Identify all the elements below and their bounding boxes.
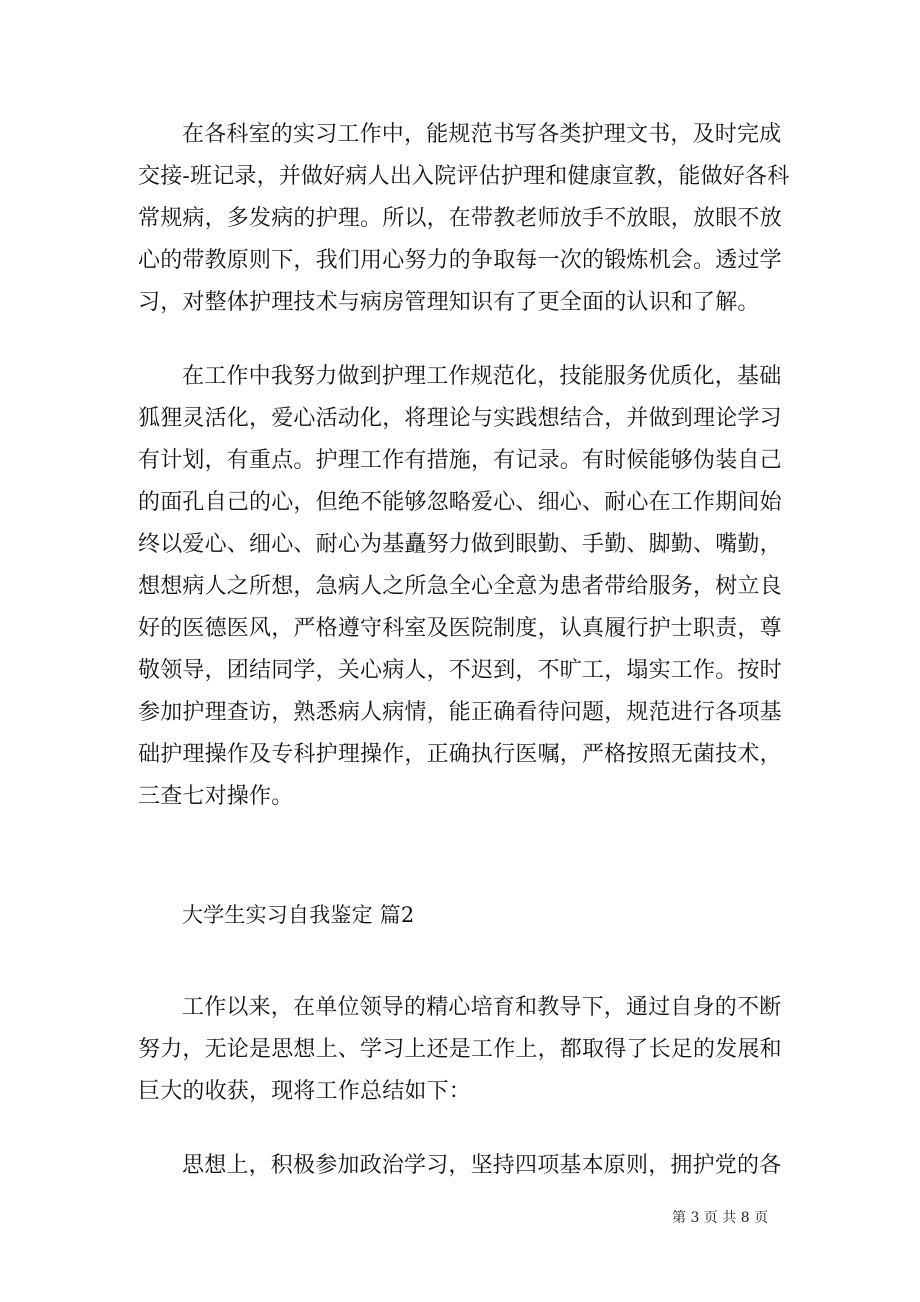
text-line: 巨大的收获，现将工作总结如下： (138, 1079, 472, 1104)
text-line: 心的带教原则下，我们用心努力的争取每一次的锻炼机会。透过学 (138, 248, 782, 273)
text-line: 参加护理查访，熟悉病人病情，能正确看待问题，规范进行各项基 (138, 700, 782, 725)
text-line: 交接-班记录，并做好病人出入院评估护理和健康宣教，能做好各科 (138, 164, 790, 189)
paragraph-2 (138, 356, 780, 818)
text-line: 终以爱心、细心、耐心为基矗努力做到眼勤、手勤、脚勤、嘴勤， (138, 532, 782, 557)
text-line: 三查七对操作。 (138, 784, 294, 809)
text-line: 想想病人之所想，急病人之所急全心全意为患者带给服务，树立良 (138, 574, 782, 599)
text-line: 敬领导，团结同学，关心病人，不迟到，不旷工，塌实工作。按时 (138, 658, 782, 683)
paragraph-3 (138, 987, 780, 1113)
text-line: 在各科室的实习工作中，能规范书写各类护理文书，及时完成 (182, 122, 782, 147)
text-line: 好的医德医风，严格遵守科室及医院制度，认真履行护士职责，尊 (138, 616, 782, 641)
text-line: 有计划，有重点。护理工作有措施，有记录。有时候能够伪装自己 (138, 448, 782, 473)
text-line: 思想上，积极参加政治学习，坚持四项基本原则，拥护党的各 (182, 1153, 782, 1178)
text-line: 础护理操作及专科护理操作，正确执行医嘱，严格按照无菌技术， (138, 742, 782, 767)
text-line: 的面孔自己的心，但绝不能够忽略爱心、细心、耐心在工作期间始 (138, 490, 782, 515)
page-footer (672, 1208, 792, 1228)
text-line: 狐狸灵活化，爱心活动化，将理论与实践想结合，并做到理论学习 (138, 406, 782, 431)
heading-text: 大学生实习自我鉴定 篇2 (182, 903, 415, 927)
text-line: 努力，无论是思想上、学习上还是工作上，都取得了长足的发展和 (138, 1037, 782, 1062)
section-heading (138, 894, 780, 936)
paragraph-4 (138, 1145, 780, 1187)
text-line: 常规病，多发病的护理。所以，在带教老师放手不放眼，放眼不放 (138, 206, 782, 231)
page-number: 第 3 页 共 8 页 (672, 1210, 769, 1226)
text-line: 在工作中我努力做到护理工作规范化，技能服务优质化，基础 (182, 364, 782, 389)
paragraph-1 (138, 114, 790, 324)
text-line: 习，对整体护理技术与病房管理知识有了更全面的认识和了解。 (138, 290, 760, 315)
text-line: 工作以来，在单位领导的精心培育和教导下，通过自身的不断 (182, 995, 782, 1020)
